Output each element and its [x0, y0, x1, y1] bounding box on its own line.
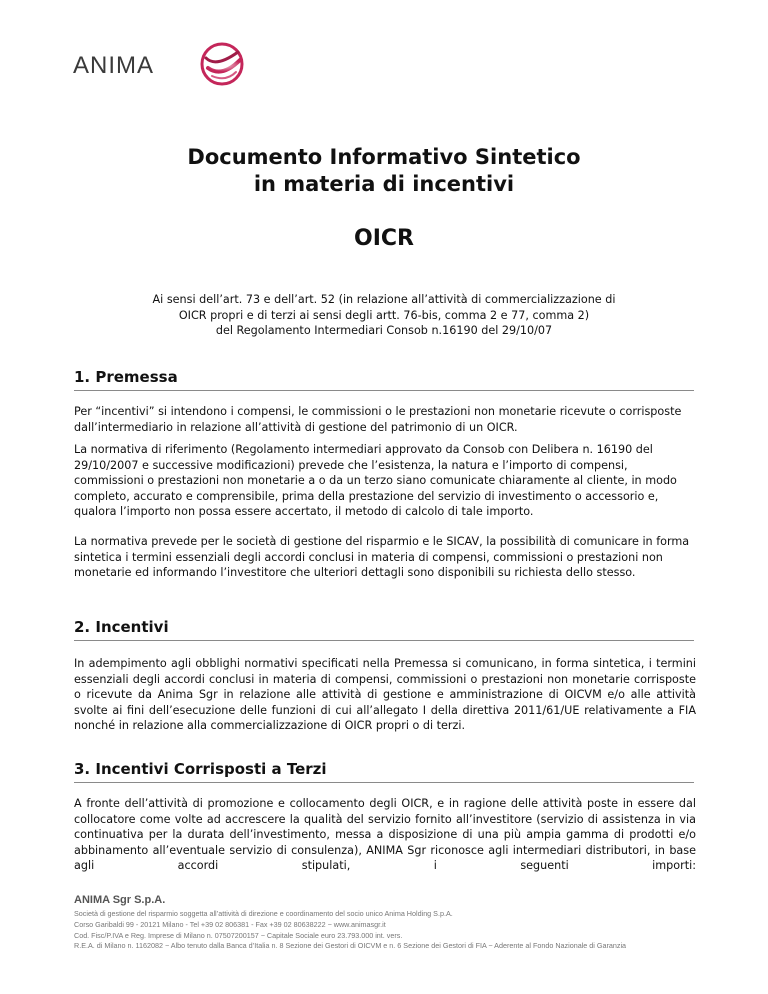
paragraph: Per “incentivi” si intendono i compensi, le commissioni o le prestazioni non monetarie ricevute o corrisposte dall’intermediario in relazione all’attività di gestione del patrimonio di un OICR.: [74, 405, 682, 434]
paragraph: In adempimento agli obblighi normativi specificati nella Premessa si comunicano, in forma sintetica, i termini essenziali degli accordi conclusi in materia di compensi, commissioni o prestazioni non monetarie corrisposte o ricevute da Anima Sgr in relazione alle attività di gestione e amministrazione di OICVM e/o alle attività svolte ai fini dell’esecuzione delle funzioni di cui all’allegato I della direttiva 2011/61/UE relativamente a FIA nonché in relazione alla commercializzazione di OICR propri o di terzi.: [74, 657, 696, 733]
section-divider: [74, 782, 694, 783]
section-heading-premessa: 1. Premessa: [74, 368, 178, 386]
section-divider: [74, 390, 694, 391]
anima-logo: [73, 38, 273, 90]
title-line-1: Documento Informativo Sintetico: [187, 145, 581, 169]
logo-wordmark: ANIMA: [73, 52, 155, 79]
document-title: [0, 144, 768, 198]
paragraph: La normativa di riferimento (Regolamento intermediari approvato da Consob con Delibera n. 16190 del 29/10/2007 e successive modificazioni) prevede che l’esistenza, la natura e l’importo di compensi, commissioni o prestazioni non monetarie a o da un terzo siano comunicate chiaramente al cliente, in modo completo, accurato e comprensibile, prima della prestazione del servizio di investimento o accessorio e, qualora l’importo non possa essere accertato, il metodo di calcolo di tale importo.: [74, 443, 677, 519]
logo-mark-icon: [196, 38, 248, 90]
document-subtitle: OICR: [354, 226, 414, 251]
regulatory-reference: [100, 292, 668, 339]
section-heading-incentivi: 2. Incentivi: [74, 618, 169, 636]
reference-line: Ai sensi dell’art. 73 e dell’art. 52 (in relazione all’attività di commercializzazione di: [152, 293, 616, 306]
section-heading-incentivi-corrisposti: 3. Incentivi Corrisposti a Terzi: [74, 760, 327, 778]
page-footer: [74, 894, 714, 952]
footer-line: Cod. Fisc/P.IVA e Reg. Imprese di Milano n. 07507200157 − Capitale Sociale euro 23.793.000 int. vers.: [74, 930, 403, 940]
paragraph: La normativa prevede per le società di gestione del risparmio e le SICAV, la possibilità di comunicare in forma sintetica i termini essenziali degli accordi conclusi in materia di compensi, commissioni o prestazioni non monetarie ed informando l’investitore che ulteriori dettagli sono disponibili su richiesta dello stesso.: [74, 535, 690, 580]
reference-line: del Regolamento Intermediari Consob n.16190 del 29/10/07: [215, 324, 553, 337]
footer-company-name: ANIMA Sgr S.p.A.: [74, 894, 166, 906]
reference-line: OICR propri e di terzi ai sensi degli artt. 76-bis, comma 2 e 77, comma 2): [178, 308, 590, 322]
footer-line: R.E.A. di Milano n. 1162082 − Albo tenuto dalla Banca d’Italia n. 8 Sezione dei Gestori di OICVM e n. 6 Sezione dei Gestori di FIA − Aderente al Fondo Nazionale di Garanzia: [74, 941, 627, 951]
title-line-2: in materia di incentivi: [253, 172, 515, 196]
section-divider: [74, 640, 694, 641]
footer-line: Società di gestione del risparmio soggetta all’attività di direzione e coordinamento del socio unico Anima Holding S.p.A.: [74, 909, 453, 918]
footer-line: Corso Garibaldi 99 - 20121 Milano - Tel +39 02 806381 - Fax +39 02 80638222 − www.animasgr.it: [74, 919, 386, 929]
paragraph: A fronte dell’attività di promozione e collocamento degli OICR, e in ragione delle attività poste in essere dal collocatore come volte ad accrescere la qualità del servizio fornito all’investitore (servizio di assistenza in via continuativa per la durata dell’investimento, messa a disposizione di una più ampia gamma di prodotti e/o abbinamento all’eventuale servizio di consulenza), ANIMA Sgr riconosce agli intermediari distributori, in base agli accordi stipulati, i seguenti importi:: [74, 797, 696, 873]
